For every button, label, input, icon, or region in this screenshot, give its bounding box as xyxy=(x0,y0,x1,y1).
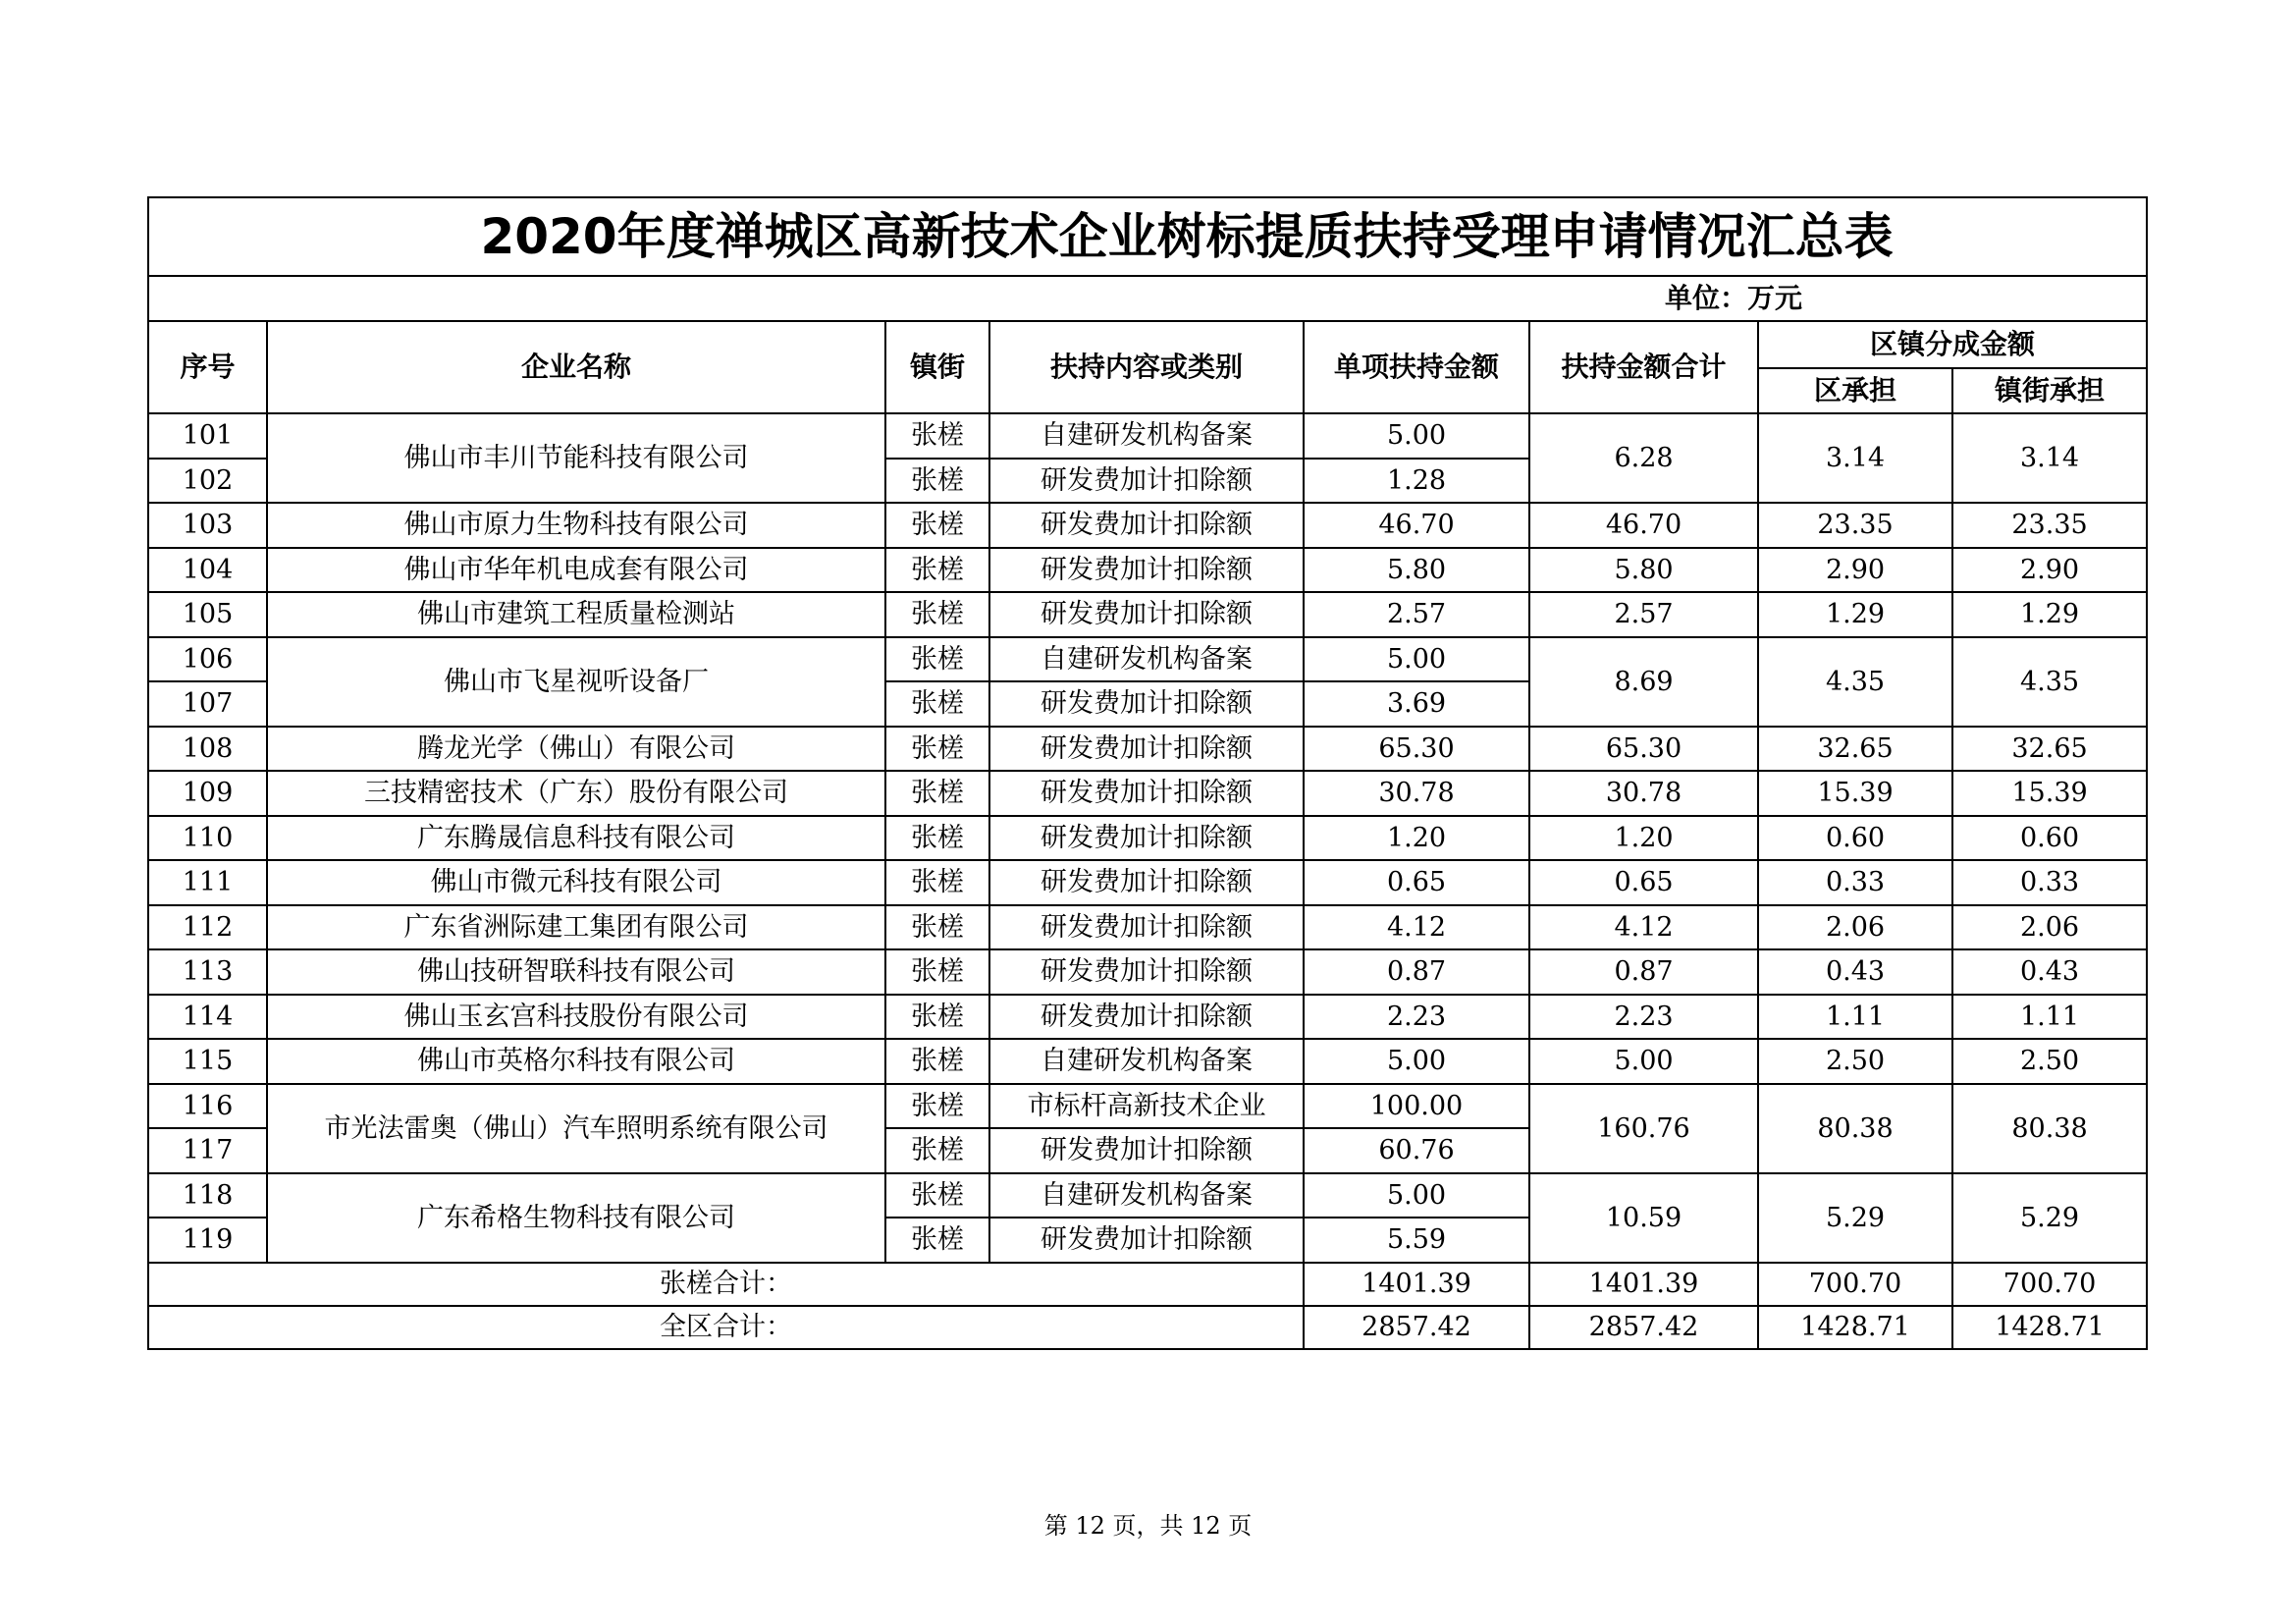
town-share-cell: 0.33 xyxy=(1952,860,2147,905)
content-cell: 自建研发机构备案 xyxy=(989,1039,1304,1084)
header-split-group: 区镇分成金额 xyxy=(1758,321,2147,368)
content-cell: 研发费加计扣除额 xyxy=(989,816,1304,861)
district-cell: 2.90 xyxy=(1758,548,1952,593)
table-row xyxy=(148,995,2147,1040)
seq-cell: 101 xyxy=(148,413,267,459)
town-cell: 张槎 xyxy=(885,503,989,548)
seq-cell: 103 xyxy=(148,503,267,548)
content-cell: 自建研发机构备案 xyxy=(989,413,1304,459)
seq-cell: 116 xyxy=(148,1084,267,1129)
table-row xyxy=(148,548,2147,593)
item-amount-cell: 2.23 xyxy=(1304,995,1529,1040)
header-town-share: 镇街承担 xyxy=(1952,368,2147,413)
town-cell: 张槎 xyxy=(885,459,989,504)
town-cell: 张槎 xyxy=(885,1218,989,1263)
district-cell: 5.29 xyxy=(1758,1173,1952,1263)
totals-label: 张槎合计： xyxy=(148,1263,1304,1306)
district-cell: 3.14 xyxy=(1758,413,1952,503)
town-cell: 张槎 xyxy=(885,592,989,637)
table-row xyxy=(148,727,2147,772)
town-share-cell: 2.06 xyxy=(1952,905,2147,950)
item-amount-cell: 1.28 xyxy=(1304,459,1529,504)
town-cell: 张槎 xyxy=(885,995,989,1040)
content-cell: 研发费加计扣除额 xyxy=(989,860,1304,905)
town-cell: 张槎 xyxy=(885,1039,989,1084)
town-share-cell: 1.29 xyxy=(1952,592,2147,637)
company-cell: 广东希格生物科技有限公司 xyxy=(267,1173,885,1263)
table-row xyxy=(148,1039,2147,1084)
item-amount-cell: 1.20 xyxy=(1304,816,1529,861)
seq-cell: 119 xyxy=(148,1218,267,1263)
town-cell: 张槎 xyxy=(885,949,989,995)
town-share-cell: 32.65 xyxy=(1952,727,2147,772)
total-amount-cell: 10.59 xyxy=(1529,1173,1758,1263)
district-cell: 0.43 xyxy=(1758,949,1952,995)
company-cell: 佛山玉玄宫科技股份有限公司 xyxy=(267,995,885,1040)
content-cell: 研发费加计扣除额 xyxy=(989,1218,1304,1263)
company-cell: 佛山市原力生物科技有限公司 xyxy=(267,503,885,548)
total-amount-cell: 46.70 xyxy=(1529,503,1758,548)
table-row xyxy=(148,816,2147,861)
seq-cell: 105 xyxy=(148,592,267,637)
district-cell: 80.38 xyxy=(1758,1084,1952,1173)
town-share-cell: 2.50 xyxy=(1952,1039,2147,1084)
totals-item-amount: 1401.39 xyxy=(1304,1263,1529,1306)
seq-cell: 109 xyxy=(148,771,267,816)
page-footer: 第 12 页，共 12 页 xyxy=(1043,1512,1253,1540)
table-row xyxy=(148,592,2147,637)
town-share-cell: 15.39 xyxy=(1952,771,2147,816)
company-cell: 市光法雷奥（佛山）汽车照明系统有限公司 xyxy=(267,1084,885,1173)
header-total-amount: 扶持金额合计 xyxy=(1529,321,1758,413)
company-cell: 佛山市丰川节能科技有限公司 xyxy=(267,413,885,503)
town-cell: 张槎 xyxy=(885,905,989,950)
seq-cell: 108 xyxy=(148,727,267,772)
content-cell: 研发费加计扣除额 xyxy=(989,592,1304,637)
item-amount-cell: 65.30 xyxy=(1304,727,1529,772)
company-cell: 佛山市华年机电成套有限公司 xyxy=(267,548,885,593)
item-amount-cell: 100.00 xyxy=(1304,1084,1529,1129)
totals-label: 全区合计： xyxy=(148,1306,1304,1349)
item-amount-cell: 5.59 xyxy=(1304,1218,1529,1263)
table-body xyxy=(148,413,2147,1263)
total-amount-cell: 0.87 xyxy=(1529,949,1758,995)
totals-town-share: 1428.71 xyxy=(1952,1306,2147,1349)
total-amount-cell: 2.57 xyxy=(1529,592,1758,637)
total-amount-cell: 30.78 xyxy=(1529,771,1758,816)
table-row xyxy=(148,860,2147,905)
district-cell: 32.65 xyxy=(1758,727,1952,772)
table-row xyxy=(148,1173,2147,1218)
table-row xyxy=(148,637,2147,682)
content-cell: 自建研发机构备案 xyxy=(989,1173,1304,1218)
town-cell: 张槎 xyxy=(885,548,989,593)
district-cell: 4.35 xyxy=(1758,637,1952,727)
district-cell: 15.39 xyxy=(1758,771,1952,816)
seq-cell: 113 xyxy=(148,949,267,995)
table-row xyxy=(148,771,2147,816)
company-cell: 佛山市飞星视听设备厂 xyxy=(267,637,885,727)
total-amount-cell: 0.65 xyxy=(1529,860,1758,905)
town-cell: 张槎 xyxy=(885,1084,989,1129)
town-share-cell: 0.60 xyxy=(1952,816,2147,861)
total-amount-cell: 65.30 xyxy=(1529,727,1758,772)
town-share-cell: 2.90 xyxy=(1952,548,2147,593)
item-amount-cell: 5.00 xyxy=(1304,1039,1529,1084)
town-cell: 张槎 xyxy=(885,860,989,905)
total-amount-cell: 4.12 xyxy=(1529,905,1758,950)
item-amount-cell: 0.87 xyxy=(1304,949,1529,995)
item-amount-cell: 5.00 xyxy=(1304,413,1529,459)
seq-cell: 107 xyxy=(148,681,267,727)
seq-cell: 111 xyxy=(148,860,267,905)
page-title: 2020年度禅城区高新技术企业树标提质扶持受理申请情况汇总表 xyxy=(148,197,2147,276)
company-cell: 广东省洲际建工集团有限公司 xyxy=(267,905,885,950)
seq-cell: 104 xyxy=(148,548,267,593)
town-cell: 张槎 xyxy=(885,1173,989,1218)
total-amount-cell: 5.80 xyxy=(1529,548,1758,593)
content-cell: 研发费加计扣除额 xyxy=(989,949,1304,995)
totals-row xyxy=(148,1263,2147,1306)
totals-district: 700.70 xyxy=(1758,1263,1952,1306)
town-share-cell: 4.35 xyxy=(1952,637,2147,727)
town-cell: 张槎 xyxy=(885,681,989,727)
item-amount-cell: 60.76 xyxy=(1304,1128,1529,1173)
total-amount-cell: 160.76 xyxy=(1529,1084,1758,1173)
unit-label: 单位：万元 xyxy=(148,276,2147,321)
item-amount-cell: 5.00 xyxy=(1304,637,1529,682)
town-share-cell: 5.29 xyxy=(1952,1173,2147,1263)
town-cell: 张槎 xyxy=(885,1128,989,1173)
seq-cell: 112 xyxy=(148,905,267,950)
seq-cell: 110 xyxy=(148,816,267,861)
content-cell: 研发费加计扣除额 xyxy=(989,681,1304,727)
company-cell: 三技精密技术（广东）股份有限公司 xyxy=(267,771,885,816)
totals-row xyxy=(148,1306,2147,1349)
town-cell: 张槎 xyxy=(885,637,989,682)
table-totals xyxy=(148,1263,2147,1349)
company-cell: 佛山市建筑工程质量检测站 xyxy=(267,592,885,637)
header-district: 区承担 xyxy=(1758,368,1952,413)
town-share-cell: 0.43 xyxy=(1952,949,2147,995)
totals-total-amount: 1401.39 xyxy=(1529,1263,1758,1306)
seq-cell: 102 xyxy=(148,459,267,504)
total-amount-cell: 5.00 xyxy=(1529,1039,1758,1084)
table-row xyxy=(148,905,2147,950)
content-cell: 研发费加计扣除额 xyxy=(989,727,1304,772)
content-cell: 研发费加计扣除额 xyxy=(989,503,1304,548)
content-cell: 研发费加计扣除额 xyxy=(989,459,1304,504)
company-cell: 广东腾晟信息科技有限公司 xyxy=(267,816,885,861)
header-item-amount: 单项扶持金额 xyxy=(1304,321,1529,413)
item-amount-cell: 3.69 xyxy=(1304,681,1529,727)
content-cell: 研发费加计扣除额 xyxy=(989,771,1304,816)
totals-town-share: 700.70 xyxy=(1952,1263,2147,1306)
content-cell: 自建研发机构备案 xyxy=(989,637,1304,682)
company-cell: 腾龙光学（佛山）有限公司 xyxy=(267,727,885,772)
district-cell: 23.35 xyxy=(1758,503,1952,548)
item-amount-cell: 0.65 xyxy=(1304,860,1529,905)
header-company: 企业名称 xyxy=(267,321,885,413)
town-cell: 张槎 xyxy=(885,771,989,816)
item-amount-cell: 5.80 xyxy=(1304,548,1529,593)
content-cell: 市标杆高新技术企业 xyxy=(989,1084,1304,1129)
content-cell: 研发费加计扣除额 xyxy=(989,905,1304,950)
seq-cell: 114 xyxy=(148,995,267,1040)
seq-cell: 118 xyxy=(148,1173,267,1218)
district-cell: 0.33 xyxy=(1758,860,1952,905)
town-share-cell: 23.35 xyxy=(1952,503,2147,548)
header-content: 扶持内容或类别 xyxy=(989,321,1304,413)
total-amount-cell: 8.69 xyxy=(1529,637,1758,727)
total-amount-cell: 2.23 xyxy=(1529,995,1758,1040)
seq-cell: 106 xyxy=(148,637,267,682)
district-cell: 2.50 xyxy=(1758,1039,1952,1084)
town-share-cell: 80.38 xyxy=(1952,1084,2147,1173)
district-cell: 1.29 xyxy=(1758,592,1952,637)
town-cell: 张槎 xyxy=(885,413,989,459)
district-cell: 0.60 xyxy=(1758,816,1952,861)
content-cell: 研发费加计扣除额 xyxy=(989,548,1304,593)
table-row xyxy=(148,503,2147,548)
item-amount-cell: 46.70 xyxy=(1304,503,1529,548)
town-share-cell: 1.11 xyxy=(1952,995,2147,1040)
totals-district: 1428.71 xyxy=(1758,1306,1952,1349)
total-amount-cell: 6.28 xyxy=(1529,413,1758,503)
table-row xyxy=(148,1084,2147,1129)
company-cell: 佛山市英格尔科技有限公司 xyxy=(267,1039,885,1084)
company-cell: 佛山市微元科技有限公司 xyxy=(267,860,885,905)
company-cell: 佛山技研智联科技有限公司 xyxy=(267,949,885,995)
content-cell: 研发费加计扣除额 xyxy=(989,1128,1304,1173)
header-town: 镇街 xyxy=(885,321,989,413)
item-amount-cell: 2.57 xyxy=(1304,592,1529,637)
header-seq: 序号 xyxy=(148,321,267,413)
content-cell: 研发费加计扣除额 xyxy=(989,995,1304,1040)
totals-total-amount: 2857.42 xyxy=(1529,1306,1758,1349)
town-share-cell: 3.14 xyxy=(1952,413,2147,503)
district-cell: 2.06 xyxy=(1758,905,1952,950)
district-cell: 1.11 xyxy=(1758,995,1952,1040)
summary-table xyxy=(147,196,2148,1350)
totals-item-amount: 2857.42 xyxy=(1304,1306,1529,1349)
item-amount-cell: 5.00 xyxy=(1304,1173,1529,1218)
table-row xyxy=(148,949,2147,995)
total-amount-cell: 1.20 xyxy=(1529,816,1758,861)
seq-cell: 117 xyxy=(148,1128,267,1173)
town-cell: 张槎 xyxy=(885,816,989,861)
seq-cell: 115 xyxy=(148,1039,267,1084)
table-row xyxy=(148,413,2147,459)
item-amount-cell: 30.78 xyxy=(1304,771,1529,816)
town-cell: 张槎 xyxy=(885,727,989,772)
item-amount-cell: 4.12 xyxy=(1304,905,1529,950)
